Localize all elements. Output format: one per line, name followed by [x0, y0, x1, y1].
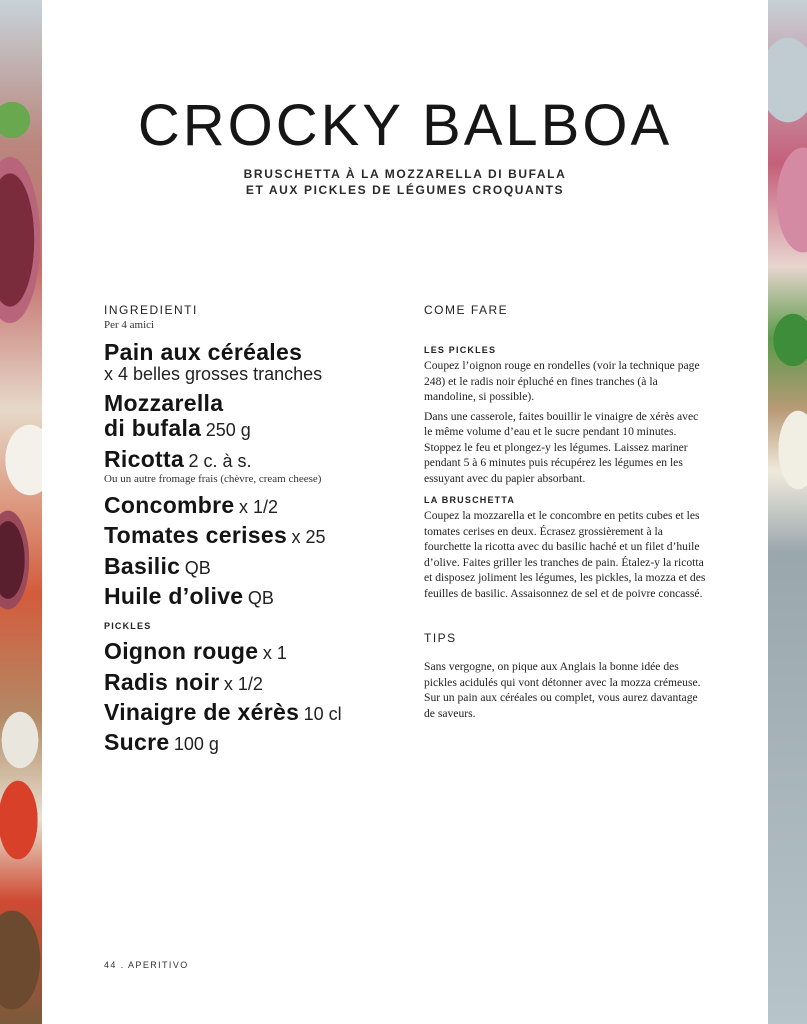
ingredient-qty: QB — [247, 587, 274, 608]
ingredient-qty: 10 cl — [303, 703, 342, 724]
page-footer: 44 . APERITIVO — [104, 960, 189, 970]
ingredient-name: Basilic — [104, 552, 181, 579]
recipe-subtitle — [42, 166, 768, 198]
ingredient-item — [104, 730, 394, 755]
ingredient-name: Pain aux céréales — [104, 339, 303, 365]
ingredient-qty: QB — [184, 557, 211, 578]
ingredient-name: Oignon rouge — [104, 638, 259, 665]
method-column — [424, 303, 709, 721]
ingredient-name: Huile d’olive — [104, 582, 244, 609]
ingredient-item — [104, 447, 394, 485]
servings-text: Per 4 amici — [104, 319, 155, 331]
ingredient-item — [104, 670, 394, 695]
ingredient-name-line-2: di bufala — [104, 415, 202, 442]
tips-paragraph: Sans vergogne, on pique aux Anglais la bonne idée des pickles acidulés qui vont détonner avec la mozza crémeuse. Sur un pain aux céréales ou complet, vous aurez davantage de saveurs. — [424, 660, 701, 720]
pickles-method-heading: LES PICKLES — [424, 345, 497, 355]
ingredient-name: Radis noir — [104, 668, 220, 695]
ingredient-qty: x 1/2 — [238, 497, 278, 518]
pickles-paragraph-2: Dans une casserole, faites bouillir le vinaigre de xérès avec le même volume d’eau et le sucre pendant 10 minutes. Stoppez le feu et plongez-y les légumes. Laissez mariner pendant 5 à 6 minutes puis récupérez les légumes en les essuyant avec du papier absorbant. — [424, 409, 699, 485]
ingredient-name: Mozzarella — [104, 390, 224, 417]
pickles-ingredients-heading: PICKLES — [104, 621, 152, 632]
subtitle-line-2: ET AUX PICKLES DE LÉGUMES CROQUANTS — [245, 183, 565, 197]
ingredient-qty: x 4 belles grosses tranches — [104, 364, 323, 385]
ingredient-item — [104, 584, 394, 609]
food-photo-right — [768, 0, 807, 1024]
bruschetta-heading: LA BRUSCHETTA — [424, 495, 516, 505]
ingredient-qty: 100 g — [173, 734, 219, 755]
ingredient-name: Sucre — [104, 729, 170, 756]
ingredient-qty: 250 g — [205, 420, 251, 441]
ingredient-item — [104, 700, 394, 725]
ingredient-note: Ou un autre fromage frais (chèvre, cream cheese) — [104, 472, 322, 485]
ingredient-qty: x 1/2 — [223, 673, 263, 694]
ingredient-name: Tomates cerises — [104, 522, 288, 549]
ingredient-name: Concombre — [104, 492, 235, 519]
ingredient-name: Ricotta — [104, 445, 185, 472]
method-heading: COME FARE — [424, 303, 509, 317]
pickles-paragraph-1: Coupez l’oignon rouge en rondelles (voir la technique page 248) et le radis noir épluché en fines tranches (à la mandoline, si possible). — [424, 359, 700, 403]
ingredient-qty: 2 c. à s. — [188, 450, 252, 471]
subtitle-line-1: BRUSCHETTA À LA MOZZARELLA DI BUFALA — [243, 167, 567, 181]
ingredient-item — [104, 493, 394, 518]
ingredients-column — [104, 303, 394, 755]
ingredient-qty: x 25 — [291, 527, 326, 548]
recipe-title: CROCKY BALBOA — [137, 93, 673, 158]
ingredient-item — [104, 523, 394, 548]
ingredient-item — [104, 391, 394, 442]
recipe-page — [42, 0, 768, 1024]
ingredient-qty: x 1 — [262, 643, 287, 664]
ingredient-item — [104, 340, 394, 385]
bruschetta-paragraph: Coupez la mozzarella et le concombre en petits cubes et les tomates cerises en deux. Écrasez grossièrement à la fourchette la ricotta avec du basilic haché et un filet d’huile d’olive. Faites griller les tranches de pain. Étalez-y la ricotta et disposez joliment les légumes, les pickles, la mozza et des feuilles de basilic. Assaisonnez de sel et de poivre concassé. — [424, 509, 706, 600]
tips-heading: TIPS — [424, 631, 457, 645]
food-photo-left — [0, 0, 42, 1024]
ingredient-item — [104, 639, 394, 664]
ingredient-name: Vinaigre de xérès — [104, 698, 300, 725]
ingredient-item — [104, 554, 394, 579]
ingredients-heading: INGREDIENTI — [104, 303, 198, 317]
